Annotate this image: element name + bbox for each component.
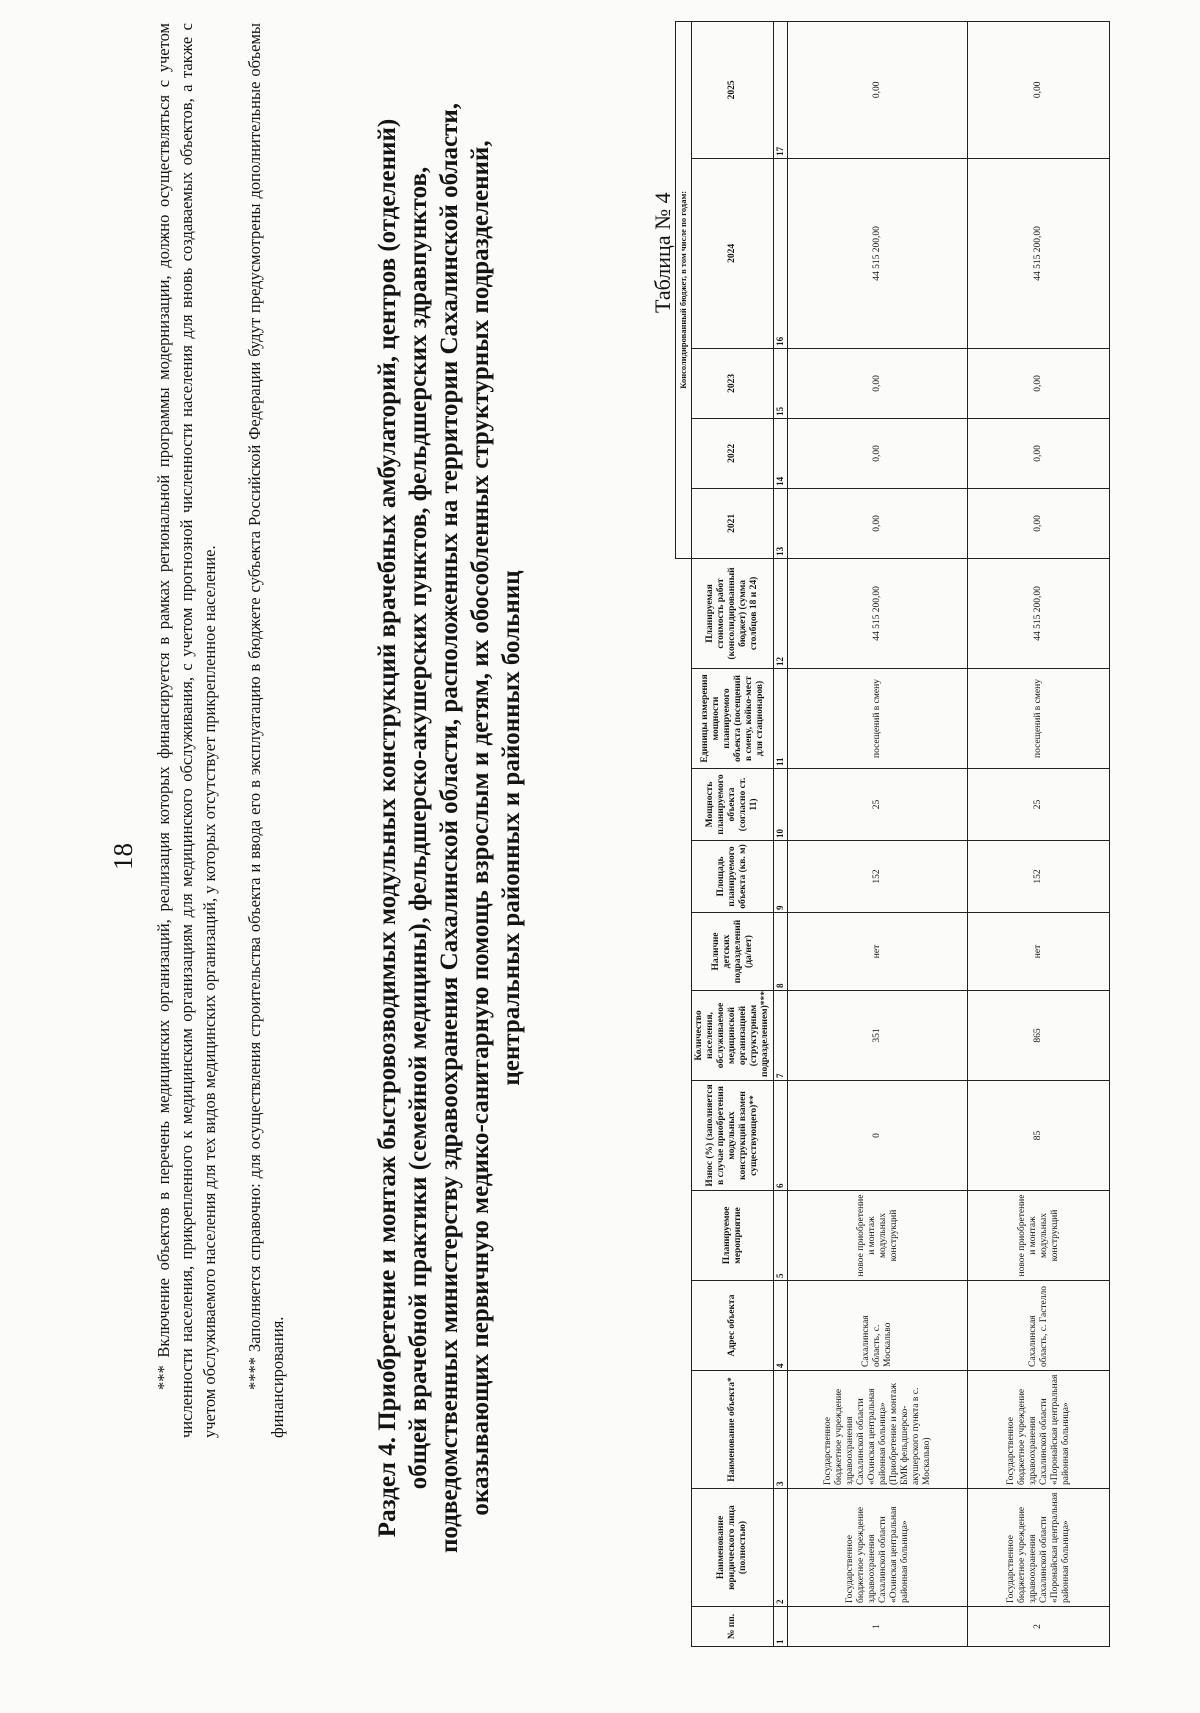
cell-wear: 85 [968,1081,1110,1191]
cell-address: Сахалинская область, с. Москальво [788,1281,968,1371]
column-number: 6 [774,1081,788,1191]
header-children: Наличие детских подразделений (да/нет) [692,913,774,991]
column-number: 3 [774,1371,788,1489]
cell-cost: 44 515 200,00 [788,558,968,668]
cell-year-2024: 44 515 200,00 [788,158,968,348]
cell-area: 152 [968,841,1110,913]
column-number-row [774,21,788,1646]
column-number: 4 [774,1281,788,1371]
header-activity: Планируемое мероприятие [692,1191,774,1281]
table-label: Таблица № 4 [650,192,675,313]
cell-wear: 0 [788,1081,968,1191]
header-area: Площадь планируемого объекта (кв. м) [692,841,774,913]
column-number: 10 [774,769,788,841]
cell-capacity: 25 [968,769,1110,841]
header-year-2023: 2023 [692,348,774,418]
column-number: 13 [774,488,788,558]
cell-year-2025: 0,00 [968,21,1110,158]
cell-object: Государственное бюджетное учреждение здравоохранения Сахалинской области «Поронайская центральная районная больница» [968,1371,1110,1489]
column-number: 15 [774,348,788,418]
header-year-2024: 2024 [692,158,774,348]
column-number: 11 [774,669,788,769]
column-number: 1 [774,1607,788,1647]
header-top-row [676,21,692,1646]
column-number: 8 [774,913,788,991]
cell-children: нет [968,913,1110,991]
header-num: № пп. [692,1607,774,1647]
header-wear: Износ (%) (заполняется в случае приобретения модульных конструкций взамен существующего)** [692,1081,774,1191]
column-number: 5 [774,1191,788,1281]
cell-num: 1 [788,1607,968,1647]
cell-address: Сахалинская область, с. Гастелло [968,1281,1110,1371]
cell-year-2022: 0,00 [968,418,1110,488]
page-number: 18 [108,843,138,870]
cell-object: Государственное бюджетное учреждение здравоохранения Сахалинской области «Охинская центральная районная больница» (Приобретение и монтаж БМК фельдшерско-акушерского пункта в с. Москальво) [788,1371,968,1489]
header-cost: Планируемая стоимость работ (консолидированный бюджет) (сумма столбцов 18 и 24) [692,558,774,668]
cell-num: 2 [968,1607,1110,1647]
cell-units: посещений в смену [788,669,968,769]
cell-year-2025: 0,00 [788,21,968,158]
cell-year-2021: 0,00 [788,488,968,558]
cell-activity: новое приобретение и монтаж модульных конструкций [968,1191,1110,1281]
column-number: 9 [774,841,788,913]
footnote-additional-funding: **** Заполняется справочно: для осуществления строительства объекта и ввода его в эксплуатацию в бюджете субъекта Российской Федерации будут предусмотрены дополнительные объемы финансирования. [245,23,287,1438]
cell-capacity: 25 [788,769,968,841]
column-number: 2 [774,1489,788,1607]
header-capacity: Мощность планируемого объекта (согласно ст. 11) [692,769,774,841]
header-year-2022: 2022 [692,418,774,488]
header-year-2021: 2021 [692,488,774,558]
header-entity: Наименование юридического лица (полностью) [692,1489,774,1607]
cell-year-2021: 0,00 [968,488,1110,558]
table-row [788,21,968,1646]
budget-group-header: Консолидированный бюджет, в том числе по годам: [676,21,692,558]
cell-population: 351 [788,991,968,1081]
cell-year-2022: 0,00 [788,418,968,488]
cell-area: 152 [788,841,968,913]
header-address: Адрес объекта [692,1281,774,1371]
data-table [675,21,1110,1647]
cell-children: нет [788,913,968,991]
cell-cost: 44 515 200,00 [968,558,1110,668]
cell-activity: новое приобретение и монтаж модульных конструкций [788,1191,968,1281]
cell-entity: Государственное бюджетное учреждение здравоохранения Сахалинской области «Охинская центральная районная больница» [788,1489,968,1607]
column-number: 14 [774,418,788,488]
header-units: Единицы измерения мощности планируемого объекта (посещений в смену, койко-мест для стационаров) [692,669,774,769]
section-title: Раздел 4. Приобретение и монтаж быстровозводимых модульных конструкций врачебных амбулаторий, центров (отделений) общей врачебной практики (семейной медицины), фельдшерско-акушерских пунктов, фельдшерских здравпунктов, подведомственных министерству здравоохранения Сахалинской области, расположенных на территории Сахалинской области, оказывающих первичную медико-санитарную помощь взрослым и детям, их обособленных структурных подразделений, центральных районных и районных больниц [374,102,525,1553]
cell-year-2023: 0,00 [968,348,1110,418]
header-year-2025: 2025 [692,21,774,158]
header-row [692,21,774,1646]
table-row [968,21,1110,1646]
cell-population: 865 [968,991,1110,1081]
header-population: Количество населения, обслуживаемое медицинской организацией (структурным подразделением)*** [692,991,774,1081]
column-number: 17 [774,21,788,158]
footnote-population: *** Включение объектов в перечень медицинских организаций, реализация которых финансируется в рамках региональной программы модернизации, должно осуществляться с учетом численности населения, прикрепленного к медицинским организациям для медицинского обслуживания, с учетом прогнозной численности населения для вновь создаваемых объектов, а также с учетом обслуживаемого населения для тех видов медицинских организаций, у которых отсутствует прикрепленное население. [154,23,219,1438]
column-number: 7 [774,991,788,1081]
header-object: Наименование объекта* [692,1371,774,1489]
column-number: 16 [774,158,788,348]
cell-units: посещений в смену [968,669,1110,769]
cell-year-2023: 0,00 [788,348,968,418]
cell-entity: Государственное бюджетное учреждение здравоохранения Сахалинской области «Поронайская центральная районная больница» [968,1489,1110,1607]
cell-year-2024: 44 515 200,00 [968,158,1110,348]
column-number: 12 [774,558,788,668]
